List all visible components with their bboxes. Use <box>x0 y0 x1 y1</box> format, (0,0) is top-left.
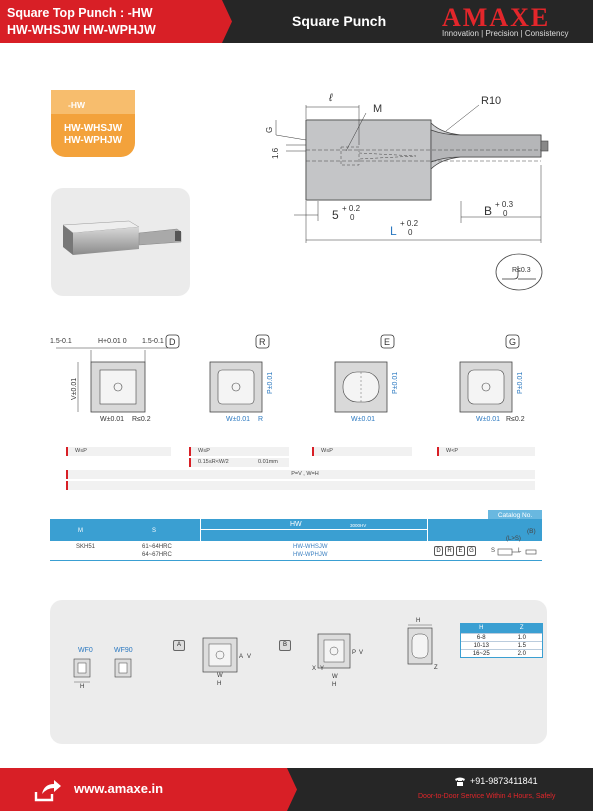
type-b-tag: B <box>279 640 291 651</box>
variant-d-drawing <box>48 332 188 427</box>
brand-logo: AMAXE <box>442 3 551 32</box>
badge-top-band <box>51 90 135 114</box>
table-b-sub: (L>S) <box>506 536 521 542</box>
condition-r-radius-text: 0.15≤R<W/2 <box>198 459 229 465</box>
variant-r-w-dim: W±0.01 <box>226 416 251 423</box>
material-cell: SKH51 <box>76 544 96 550</box>
condition-g-text: W<P <box>446 448 459 454</box>
condition-d <box>66 447 171 456</box>
table-row <box>461 649 542 657</box>
phone-number[interactable]: +91-9873411841 <box>470 776 538 786</box>
type-a-v-label: V <box>247 654 252 660</box>
variant-g-r-dim: R≤0.2 <box>506 416 525 423</box>
type-a-w-label: W <box>217 673 223 679</box>
wf90-drawing <box>113 657 133 681</box>
z-table-header-h: H <box>479 625 484 631</box>
dim-l-tol-zero: 0 <box>408 228 413 237</box>
variant-r-code: R <box>259 337 266 347</box>
spec-table-header <box>50 519 542 541</box>
badge-code: -HW <box>68 100 85 110</box>
series-badge <box>51 90 135 157</box>
type-b-v-label: V <box>359 650 364 656</box>
variant-e-p-dim: P±0.01 <box>392 371 399 394</box>
z-table-header-z: Z <box>519 625 524 631</box>
variant-d-side-right: 1.5-0.1 <box>142 338 164 345</box>
wf0-drawing <box>72 657 100 689</box>
type-b-w-label: W <box>332 674 338 680</box>
punch-product-image <box>59 213 184 268</box>
condition-e-text: W≤P <box>321 448 333 454</box>
header-title-line2: HW-WHSJW HW-WPHJW <box>7 23 156 37</box>
variant-d-r-dim: R≤0.2 <box>132 416 151 423</box>
variant-g-p-dim: P±0.01 <box>517 371 524 394</box>
length-s-label: S <box>491 548 496 554</box>
condition-tolerance: 0.01mm <box>258 459 278 465</box>
z-value-table <box>460 623 543 658</box>
shape-code-r: R <box>445 546 454 556</box>
variant-d-code: D <box>169 337 176 347</box>
dim-r10-label: R10 <box>481 95 502 107</box>
shape-code-e: E <box>456 546 465 556</box>
z-offset-drawing <box>398 614 443 676</box>
col-material-header: M <box>78 528 83 534</box>
type-a-drawing <box>195 632 255 687</box>
condition-r <box>189 447 289 456</box>
item-hw-wphjw[interactable]: HW-WPHJW <box>293 552 328 558</box>
dim-l-label: ℓ <box>329 92 333 104</box>
brand-tagline: Innovation | Precision | Consistency <box>442 29 569 38</box>
variant-r-p-dim: P±0.01 <box>267 371 274 394</box>
shape-code-d: D <box>434 546 443 556</box>
dim-total-l-label: L <box>390 224 397 238</box>
variant-r-r-dim: R <box>258 416 264 423</box>
website-link[interactable]: www.amaxe.in <box>74 781 164 796</box>
type-a-h-label: H <box>217 681 222 687</box>
z-table-cell: 2.0 <box>517 651 526 657</box>
condition-all <box>66 470 535 479</box>
dim-l-tol-plus: + 0.2 <box>400 219 419 228</box>
dim-16-label: 1.6 <box>271 147 280 159</box>
header-title-line1: Square Top Punch : -HW <box>7 6 153 20</box>
type-a-a-label: A <box>239 654 244 660</box>
wf90-label: WF90 <box>114 647 133 654</box>
type-b-y-label: Y <box>320 666 325 672</box>
z-table-header <box>461 624 542 633</box>
phone-icon <box>454 776 466 787</box>
badge-line1: HW-WHSJW <box>63 123 123 134</box>
z-table-cell: 6-8 <box>476 635 486 641</box>
dim-5-tol-plus: + 0.2 <box>342 204 361 213</box>
z-drawing-z-label: Z <box>434 665 438 671</box>
variant-d-h-dim: H+0.01 0 <box>98 338 127 345</box>
dim-g-label: G <box>265 126 274 133</box>
condition-r-text: W≤P <box>198 448 210 454</box>
col-hardness-header: S <box>152 528 157 534</box>
z-table-cell: 16~25 <box>472 651 490 657</box>
product-photo-card <box>51 188 190 296</box>
type-b-drawing <box>306 626 366 688</box>
spec-table-body <box>50 541 542 561</box>
z-drawing-h-label: H <box>416 618 421 624</box>
table-b-label: (B) <box>527 528 536 535</box>
catalog-number-label: Catalog No. <box>488 510 542 522</box>
item-hw-whsjw[interactable]: HW-WHSJW <box>293 544 328 550</box>
page-footer <box>0 768 593 811</box>
type-b-x-label: X <box>312 666 317 672</box>
variant-g-drawing <box>450 332 545 427</box>
variant-e-drawing <box>325 332 415 427</box>
dim-5-tol-zero: 0 <box>350 213 355 222</box>
wf0-label: WF0 <box>78 647 93 654</box>
variant-d-side-left: 1.5-0.1 <box>50 338 72 345</box>
hardness-cell-2: 64~67HRC <box>142 552 172 558</box>
table-row <box>461 633 542 641</box>
type-a-tag: A <box>173 640 185 651</box>
condition-all-text: P=V , W=H <box>291 471 319 477</box>
condition-e <box>312 447 412 456</box>
wf0-h-label: H <box>80 684 85 690</box>
condition-empty-row <box>66 481 535 490</box>
col-hw-header: HW <box>290 521 302 528</box>
page-header <box>0 0 593 43</box>
variant-g-w-dim: W±0.01 <box>476 416 501 423</box>
condition-g <box>437 447 535 456</box>
variant-g-code: G <box>509 337 517 347</box>
hardness-cell-1: 61~64HRC <box>142 544 172 550</box>
shape-code-g: G <box>467 546 476 556</box>
z-table-cell: 1.0 <box>517 635 526 641</box>
type-b-p-label: P <box>352 650 357 656</box>
dim-m-label: M <box>373 103 383 115</box>
condition-d-text: W≤P <box>75 448 87 454</box>
service-tagline: Door-to-Door Service Within 4 Hours, Safely <box>418 793 556 800</box>
dim-b-tol-zero: 0 <box>503 209 508 218</box>
header-center-title: Square Punch <box>292 13 387 29</box>
dim-b-label: B <box>484 204 493 218</box>
z-table-cell: 10-13 <box>473 643 489 649</box>
badge-line2: HW-WPHJW <box>63 135 123 146</box>
type-b-h-label: H <box>332 682 337 688</box>
length-l-label: L <box>518 548 522 554</box>
share-arrow-icon <box>34 778 62 802</box>
z-table-cell: 1.5 <box>517 643 526 649</box>
detail-r-label: R≤0.3 <box>512 267 531 274</box>
variant-d-v-dim: V±0.01 <box>71 377 78 400</box>
table-row <box>461 641 542 649</box>
edge-detail-circle <box>494 252 544 292</box>
dim-b-tol-plus: + 0.3 <box>495 200 514 209</box>
dim-5-label: 5 <box>332 208 339 222</box>
hardness-note: 3000HV <box>350 523 367 528</box>
variant-r-drawing <box>200 332 290 427</box>
variant-d-w-dim: W±0.01 <box>100 416 125 423</box>
main-technical-drawing <box>266 85 556 250</box>
variant-e-code: E <box>384 337 391 347</box>
variant-e-w-dim: W±0.01 <box>351 416 376 423</box>
